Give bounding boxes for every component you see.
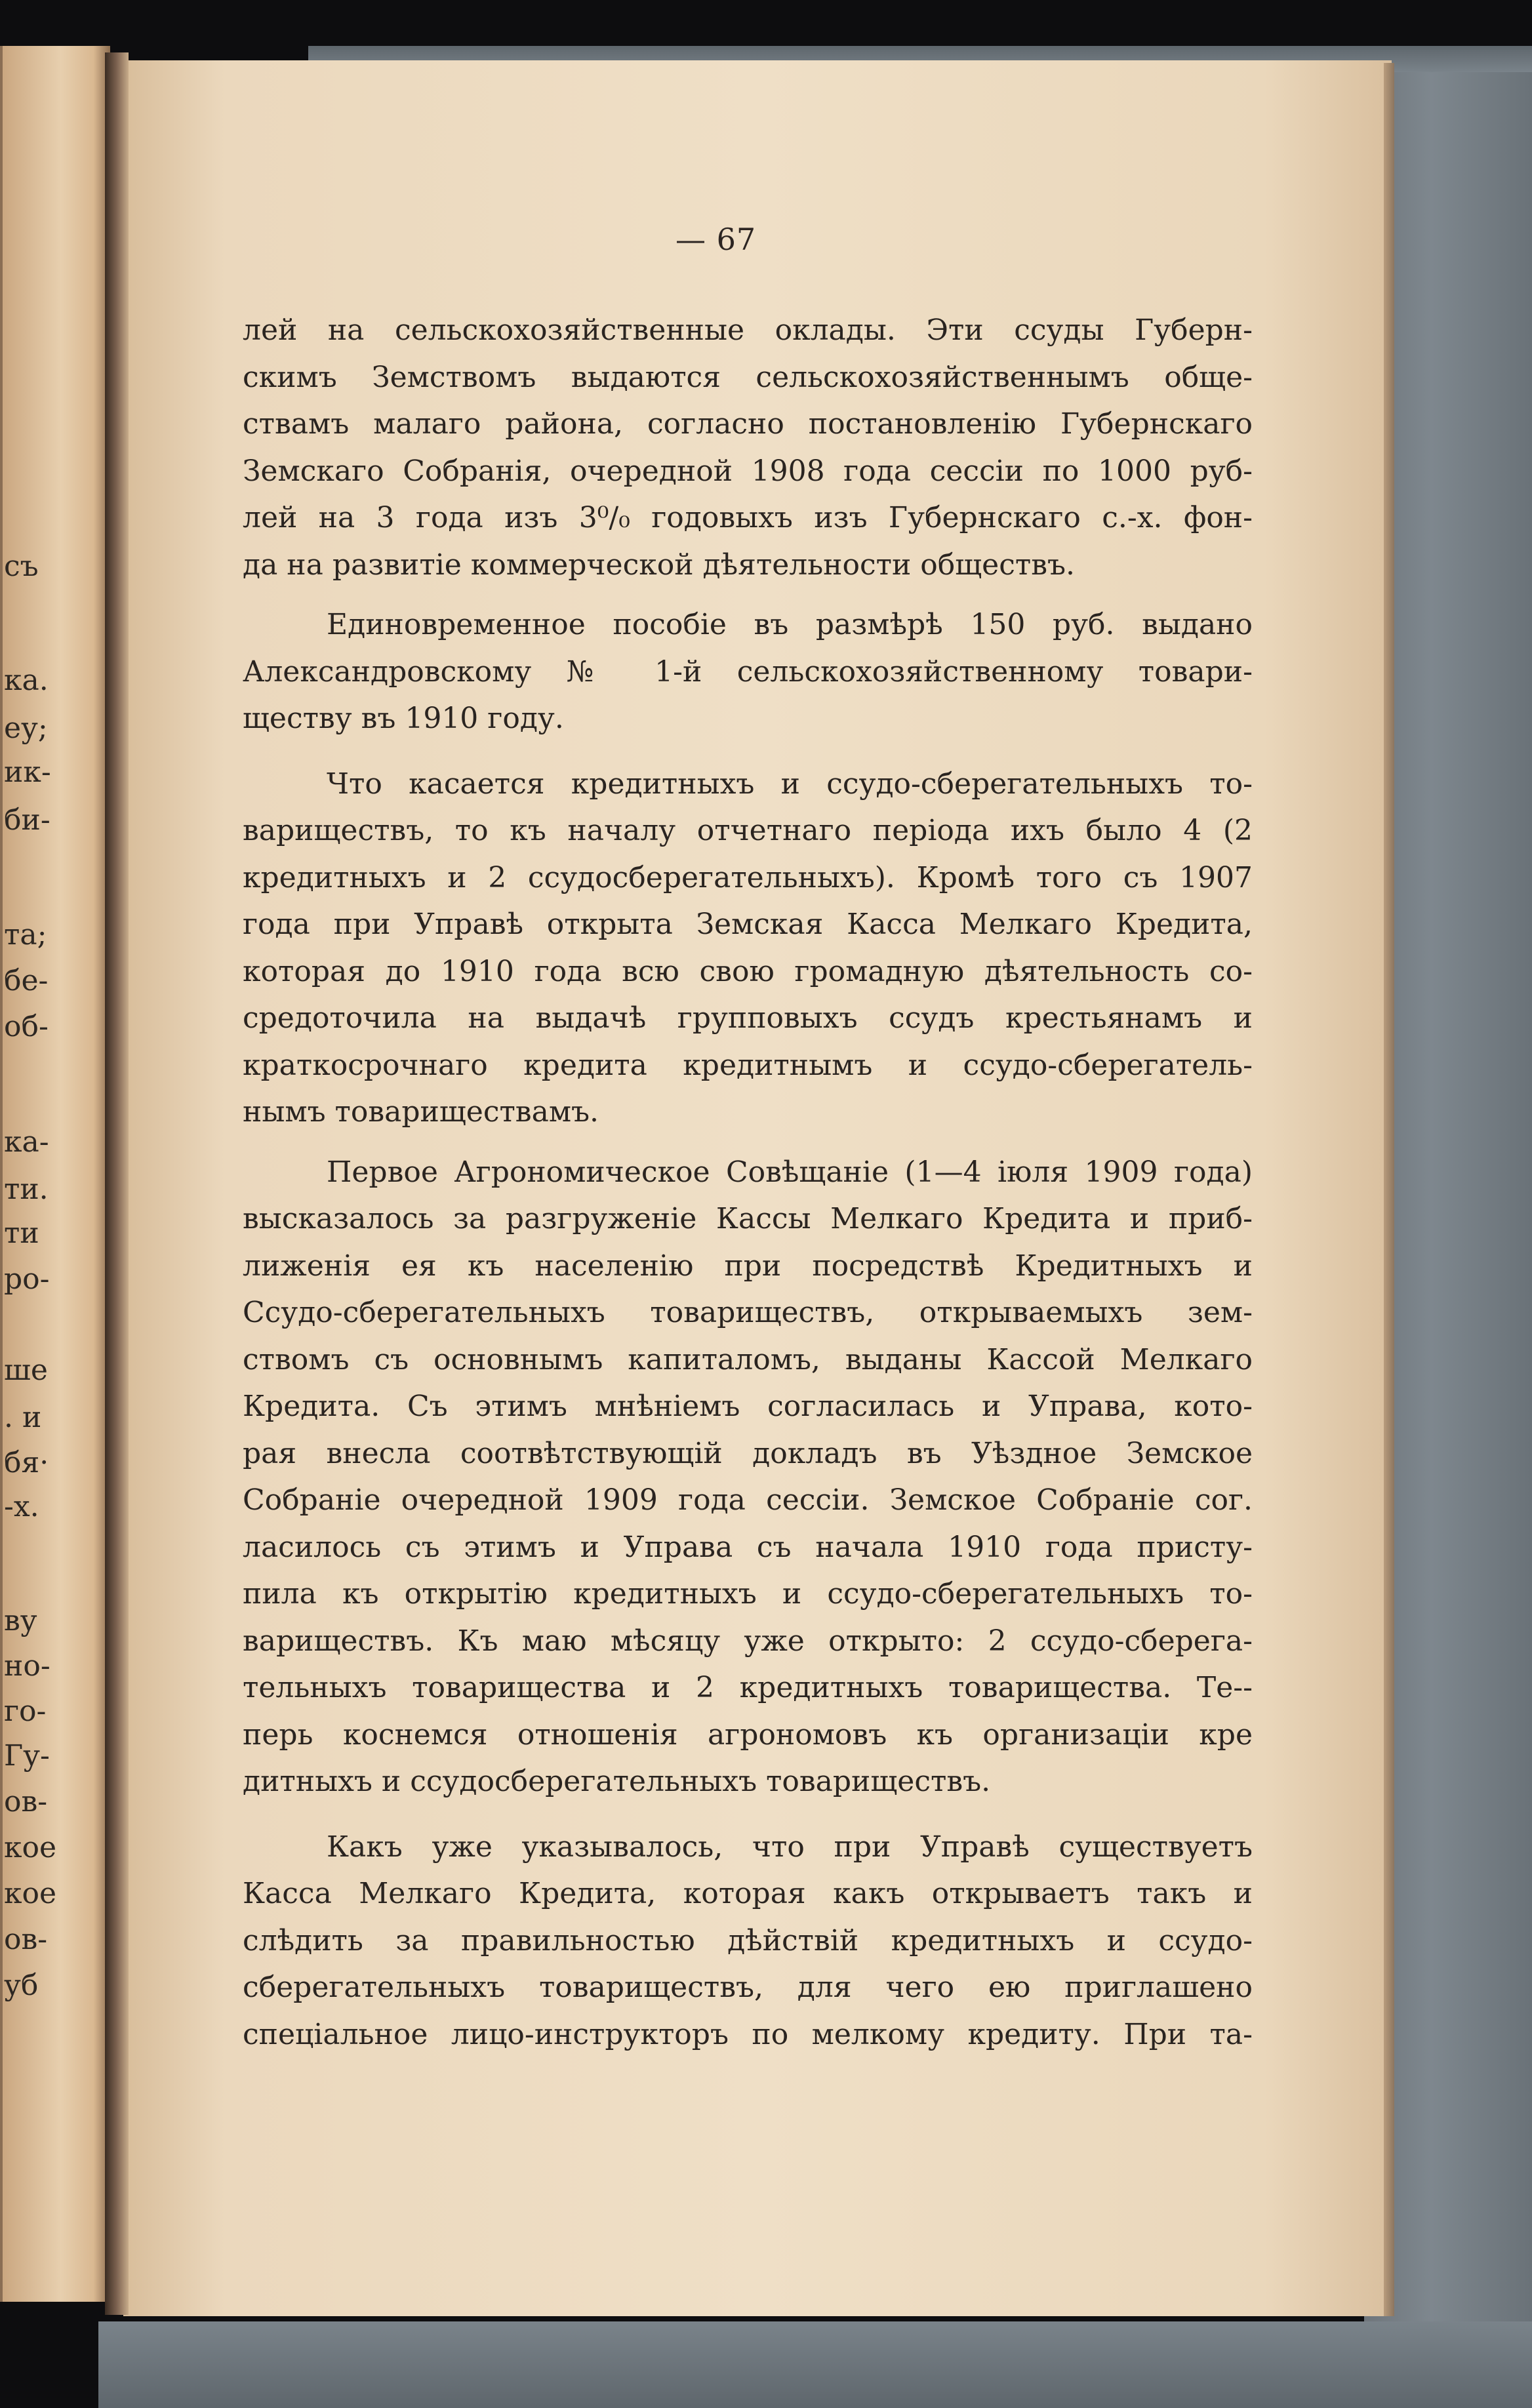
book-gutter (105, 52, 129, 2315)
left-fragment: съ (4, 550, 39, 583)
text-line: краткосрочнаго кредита кредитнымъ и ссудо-сберегатель- (243, 1048, 1253, 1082)
left-fragment: ти (4, 1216, 39, 1250)
text-line: слѣдить за правильностью дѣйствій кредитныхъ и ссудо- (243, 1923, 1253, 1957)
left-fragment: ву (4, 1604, 37, 1637)
left-fragment: ов- (4, 1923, 48, 1956)
left-fragment: но- (4, 1649, 50, 1683)
book-cover-bottom (98, 2321, 1532, 2408)
left-fragment: -х. (4, 1490, 39, 1523)
text-line: которая до 1910 года всю свою громадную дѣятельность со- (243, 954, 1253, 988)
text-line: вариществъ, то къ началу отчетнаго періода ихъ было 4 (2 (243, 814, 1253, 847)
left-fragment: бе- (4, 964, 49, 997)
text-line: Ссудо-сберегательныхъ товариществъ, открываемыхъ зем- (243, 1296, 1253, 1329)
left-fragment: ка. (4, 664, 49, 697)
left-fragment: кое (4, 1831, 57, 1864)
text-line: Касса Мелкаго Кредита, которая какъ открываетъ такъ и (243, 1877, 1253, 1910)
left-fragment: ик- (4, 755, 51, 789)
text-line: спеціальное лицо-инструкторъ по мелкому кредиту. При та- (243, 2017, 1253, 2051)
text-line: кредитныхъ и 2 ссудосберегательныхъ). Кромѣ того съ 1907 (243, 860, 1253, 894)
text-line: пила къ открытію кредитныхъ и ссудо-сберегательныхъ то- (243, 1577, 1253, 1611)
text-line: Кредита. Съ этимъ мнѣніемъ согласилась и Управа, кото- (243, 1390, 1253, 1423)
text-line: Что касается кредитныхъ и ссудо-сберегательныхъ то- (327, 767, 1253, 801)
left-fragment: бя· (4, 1446, 49, 1479)
text-line: ствомъ съ основнымъ капиталомъ, выданы Кассой Мелкаго (243, 1342, 1253, 1376)
text-line: Александровскому № 1-й сельскохозяйственному товари- (243, 654, 1253, 689)
text-line: средоточила на выдачѣ групповыхъ ссудъ крестьянамъ и (243, 1001, 1253, 1035)
page-text (243, 307, 1253, 2058)
previous-page-edge (0, 46, 3, 2302)
text-line: Собраніе очередной 1909 года сессіи. Земское Собраніе сог. (243, 1483, 1253, 1517)
text-line: Земскаго Собранія, очередной 1908 года сессіи по 1000 руб- (243, 454, 1253, 488)
text-line: лей на 3 года изъ 3⁰/₀ годовыхъ изъ Губернскаго с.-х. фон- (243, 501, 1253, 534)
left-fragment: би- (4, 803, 50, 837)
left-fragment: ро- (4, 1262, 50, 1296)
text-line: Первое Агрономическое Совѣщаніе (1—4 іюля 1909 года) (327, 1155, 1253, 1189)
left-fragment: еу; (4, 712, 48, 745)
text-line: скимъ Земствомъ выдаются сельскохозяйственнымъ обще- (243, 360, 1253, 394)
text-line: перь коснемся отношенія агрономовъ къ организаціи кре (243, 1717, 1253, 1752)
text-line: Какъ уже указывалось, что при Управѣ существуетъ (327, 1830, 1253, 1864)
text-line: вариществъ. Къ маю мѣсяцу уже открыто: 2 ссудо-сберега- (243, 1624, 1253, 1658)
left-fragment: ше (4, 1354, 48, 1387)
text-line: сберегательныхъ товариществъ, для чего ею приглашено (243, 1971, 1253, 2004)
text-line: высказалось за разгруженіе Кассы Мелкаго Кредита и приб- (243, 1202, 1253, 1235)
left-fragment: ка- (4, 1125, 49, 1159)
text-line: ствамъ малаго района, согласно постановленію Губернскаго (243, 407, 1253, 441)
left-fragment: кое (4, 1877, 57, 1910)
left-fragment: та; (4, 918, 47, 952)
page-number: — 67 (675, 222, 757, 257)
text-line: лиженія ея къ населенію при посредствѣ Кредитныхъ и (243, 1249, 1253, 1283)
left-fragment: ти. (4, 1173, 49, 1206)
text-line: дитныхъ и ссудосберегательныхъ товариществъ. (243, 1765, 991, 1798)
text-line: года при Управѣ открыта Земская Касса Мелкаго Кредита, (243, 908, 1253, 941)
text-line: ществу въ 1910 году. (243, 702, 564, 735)
left-fragment: уб (4, 1969, 39, 2002)
text-line: нымъ товариществамъ. (243, 1095, 599, 1129)
page-edge-shadow (1384, 63, 1394, 2316)
text-line: ласилось съ этимъ и Управа съ начала 1910 года присту- (243, 1530, 1253, 1564)
left-fragment: ов- (4, 1785, 48, 1818)
text-line: лей на сельскохозяйственные оклады. Эти ссуды Губерн- (243, 313, 1253, 347)
text-line: рая внесла соотвѣтствующій докладъ въ Уѣздное Земское (243, 1436, 1253, 1470)
text-line: да на развитіе коммерческой дѣятельности обществъ. (243, 548, 1075, 582)
left-fragment: об- (4, 1010, 49, 1043)
text-line: тельныхъ товарищества и 2 кредитныхъ товарищества. Те-- (243, 1671, 1253, 1704)
left-fragment: го- (4, 1695, 47, 1728)
left-fragment: . и (4, 1401, 42, 1434)
text-line: Единовременное пособіе въ размѣрѣ 150 руб. выдано (327, 608, 1253, 641)
left-fragment: Гу- (4, 1739, 50, 1773)
